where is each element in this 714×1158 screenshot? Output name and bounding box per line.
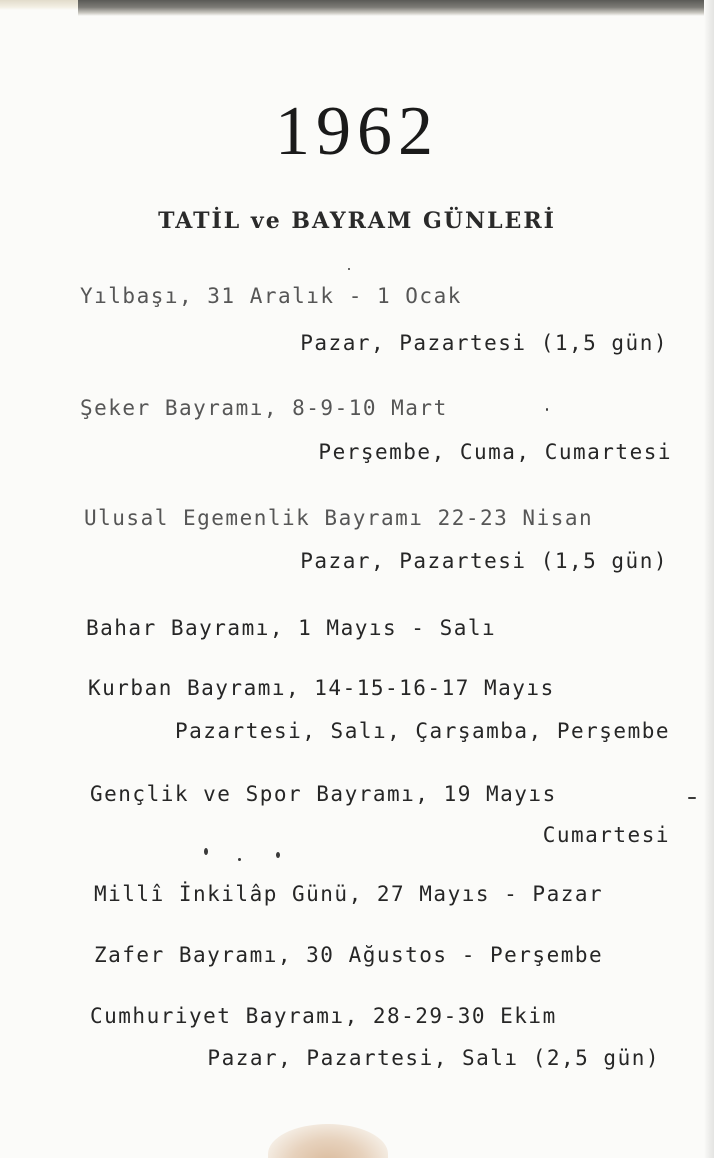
ink-speck [204, 848, 208, 855]
holiday-days-cumhuriyet: Pazar, Pazartesi, Salı (2,5 gün) [207, 1046, 660, 1070]
ink-speck [238, 858, 241, 861]
page-shadow [704, 0, 714, 1158]
paper-edge-left [0, 0, 78, 10]
holiday-days-genclik: Cumartesi [542, 823, 670, 847]
holiday-title-zafer: Zafer Bayramı, 30 Ağustos - Perşembe [94, 943, 604, 967]
holiday-title-kurban: Kurban Bayramı, 14-15-16-17 Mayıs [88, 676, 555, 700]
finger-shadow [268, 1124, 388, 1158]
holiday-days-ulusal: Pazar, Pazartesi (1,5 gün) [300, 549, 668, 573]
holiday-days-kurban: Pazartesi, Salı, Çarşamba, Perşembe [174, 719, 670, 743]
holiday-title-seker: Şeker Bayramı, 8-9-10 Mart [80, 396, 448, 420]
holiday-title-bahar: Bahar Bayramı, 1 Mayıs - Salı [86, 616, 497, 640]
page-year: 1962 [275, 93, 439, 170]
ink-speck [688, 797, 696, 799]
holiday-title-genclik: Gençlik ve Spor Bayramı, 19 Mayıs [90, 782, 557, 806]
ink-speck [276, 852, 280, 858]
binding-edge [78, 0, 704, 16]
page-heading: TATİL ve BAYRAM GÜNLERİ [158, 208, 556, 234]
holiday-title-new-year: Yılbaşı, 31 Aralık - 1 Ocak [80, 284, 462, 308]
holiday-title-ulusal: Ulusal Egemenlik Bayramı 22-23 Nisan [84, 506, 594, 530]
holiday-title-milli-inkilap: Millî İnkilâp Günü, 27 Mayıs - Pazar [94, 882, 604, 906]
holiday-title-cumhuriyet: Cumhuriyet Bayramı, 28-29-30 Ekim [90, 1004, 557, 1028]
ink-speck [546, 408, 548, 411]
holiday-days-seker: Perşembe, Cuma, Cumartesi [318, 440, 672, 464]
ink-speck [348, 268, 350, 270]
holiday-days-new-year: Pazar, Pazartesi (1,5 gün) [300, 331, 668, 355]
